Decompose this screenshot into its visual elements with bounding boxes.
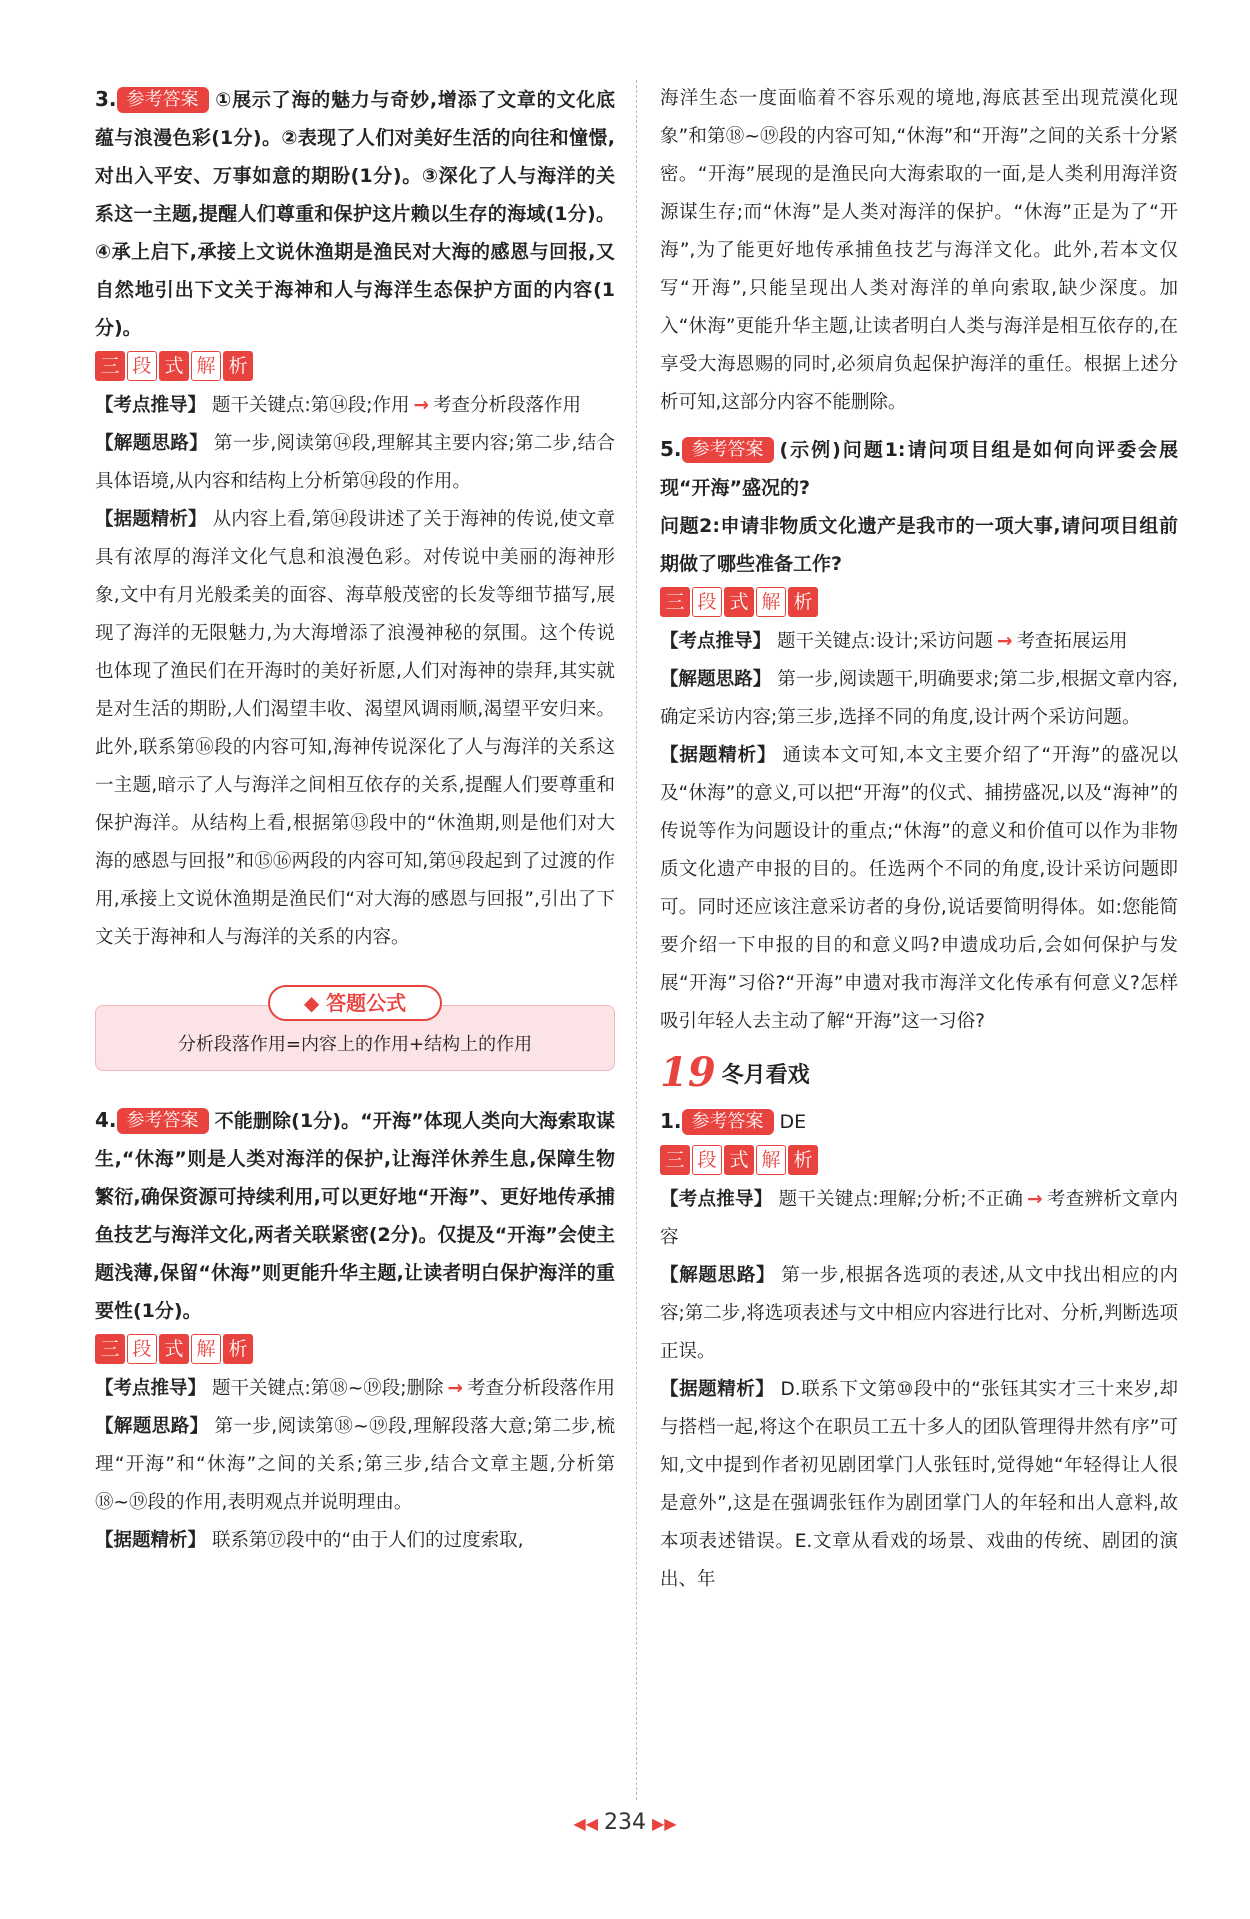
kaodian-keypoints: 题干关键点:第⑱~⑲段;删除 xyxy=(212,1378,444,1399)
analysis-char: 三 xyxy=(660,1145,690,1175)
jingxi-label: 【据题精析】 xyxy=(660,1379,775,1400)
silu-label: 【解题思路】 xyxy=(95,433,208,454)
q5-number: 5. xyxy=(660,437,682,461)
jingxi-text: 联系第⑰段中的“由于人们的过度索取, xyxy=(212,1530,524,1551)
analysis-char: 三 xyxy=(660,587,690,617)
q4-answer-text: 不能删除(1分)。“开海”体现人类向大海索取谋生,“休海”则是人类对海洋的保护,让海洋休养生息,保障生物繁衍,确保资源可持续利用,可以更好地“开海”、更好地传承捕鱼技艺与海洋文化,两者关联紧密(2分)。仅提及“开海”会使主题浅薄,保留“休海”则更能升华主题,让读者明白保护海洋的重要性(1分)。 xyxy=(95,1110,615,1322)
right-column xyxy=(660,80,1178,1599)
column-divider xyxy=(636,80,637,1800)
analysis-char: 段 xyxy=(692,1145,722,1175)
q5-silu xyxy=(660,661,1178,737)
analysis-label xyxy=(95,1334,255,1364)
analysis-char: 解 xyxy=(191,1334,221,1364)
analysis-label xyxy=(95,351,255,381)
silu-text: 第一步,阅读第⑱~⑲段,理解段落大意;第二步,梳理“开海”和“休海”之间的关系;第三步,结合文章主题,分析第⑱~⑲段的作用,表明观点并说明理由。 xyxy=(95,1416,615,1513)
s19-q1-answer xyxy=(660,1102,1178,1141)
answer-formula xyxy=(95,985,615,1071)
answer-badge: 参考答案 xyxy=(117,1108,209,1134)
kaodian-target: 考查分析段落作用 xyxy=(467,1378,616,1399)
analysis-char: 式 xyxy=(159,1334,189,1364)
q4-kaodian xyxy=(95,1370,615,1408)
silu-label: 【解题思路】 xyxy=(95,1416,209,1437)
q3-number: 3. xyxy=(95,87,117,111)
page-number xyxy=(0,1810,1250,1835)
jingxi-text: D.联系下文第⑩段中的“张钰其实才三十来岁,却与搭档一起,将这个在职员工五十多人的团队管理得井然有序”可知,文中提到作者初见剧团掌门人张钰时,觉得她“年轻得让人很是意外”,这是在强调张钰作为剧团掌门人的年轻和出人意料,故本项表述错误。E.文章从看戏的场景、戏曲的传统、剧团的演出、年 xyxy=(660,1379,1178,1590)
analysis-char: 式 xyxy=(724,1145,754,1175)
formula-text: 分析段落作用=内容上的作用+结构上的作用 xyxy=(95,1005,615,1071)
answer-badge: 参考答案 xyxy=(117,87,209,113)
page-number-text: 234 xyxy=(604,1810,646,1835)
analysis-label xyxy=(660,587,820,617)
q4-jingxi xyxy=(95,1522,615,1560)
arrow-icon: → xyxy=(413,395,429,416)
q3-answer xyxy=(95,80,615,347)
analysis-char: 三 xyxy=(95,1334,125,1364)
jingxi-label: 【据题精析】 xyxy=(660,745,777,766)
q3-kaodian xyxy=(95,387,615,425)
kaodian-target: 考查分析段落作用 xyxy=(433,395,582,416)
analysis-char: 段 xyxy=(127,1334,157,1364)
jingxi-label: 【据题精析】 xyxy=(95,509,207,530)
analysis-char: 析 xyxy=(788,1145,818,1175)
kaodian-label: 【考点推导】 xyxy=(95,395,207,416)
kaodian-keypoints: 题干关键点:第⑭段;作用 xyxy=(212,395,410,416)
q4-answer xyxy=(95,1101,615,1330)
section-number: 19 xyxy=(660,1049,716,1096)
kaodian-keypoints: 题干关键点:设计;采访问题 xyxy=(777,631,993,652)
analysis-label xyxy=(660,1145,820,1175)
kaodian-label: 【考点推导】 xyxy=(660,631,772,652)
analysis-char: 解 xyxy=(756,587,786,617)
analysis-char: 段 xyxy=(692,587,722,617)
q5-question-2: 问题2:申请非物质文化遗产是我市的一项大事,请问项目组前期做了哪些准备工作? xyxy=(660,515,1178,575)
silu-text: 第一步,阅读题干,明确要求;第二步,根据文章内容,确定采访内容;第三步,选择不同的角度,设计两个采访问题。 xyxy=(660,669,1178,728)
s19-q1-jingxi xyxy=(660,1371,1178,1599)
s19-q1-silu xyxy=(660,1257,1178,1371)
chevron-right-icon: ▶▶ xyxy=(652,1814,677,1833)
analysis-char: 式 xyxy=(159,351,189,381)
analysis-char: 解 xyxy=(191,351,221,381)
silu-text: 第一步,根据各选项的表述,从文中找出相应的内容;第二步,将选项表述与文中相应内容进行比对、分析,判断选项正误。 xyxy=(660,1265,1178,1362)
analysis-char: 析 xyxy=(223,1334,253,1364)
kaodian-target: 考查拓展运用 xyxy=(1016,631,1128,652)
analysis-char: 三 xyxy=(95,351,125,381)
q4-silu xyxy=(95,1408,615,1522)
q5-jingxi xyxy=(660,737,1178,1041)
analysis-char: 段 xyxy=(127,351,157,381)
jingxi-text: 通读本文可知,本文主要介绍了“开海”的盛况以及“休海”的意义,可以把“开海”的仪式、捕捞盛况,以及“海神”的传说等作为问题设计的重点;“休海”的意义和价值可以作为非物质文化遗产申报的目的。任选两个不同的角度,设计采访问题即可。同时还应该注意采访者的身份,说话要简明得体。如:您能简要介绍一下申报的目的和意义吗?申遗成功后,会如何保护与发展“开海”习俗?“开海”申遗对我市海洋文化传承有何意义?怎样吸引年轻人去主动了解“开海”这一习俗? xyxy=(660,745,1178,1032)
q3-answer-text: ①展示了海的魅力与奇妙,增添了文章的文化底蕴与浪漫色彩(1分)。②表现了人们对美好生活的向往和憧憬,对出入平安、万事如意的期盼(1分)。③深化了人与海洋的关系这一主题,提醒人们尊重和保护这片赖以生存的海域(1分)。④承上启下,承接上文说休渔期是渔民对大海的感恩与回报,又自然地引出下文关于海神和人与海洋生态保护方面的内容(1分)。 xyxy=(95,89,615,339)
s19-q1-answer-text: DE xyxy=(779,1111,807,1133)
answer-badge: 参考答案 xyxy=(682,1109,774,1135)
q5-question-1: 问题1:请问项目组是如何向评委会展现“开海”盛况的? xyxy=(660,439,1178,499)
analysis-char: 解 xyxy=(756,1145,786,1175)
jingxi-text: 从内容上看,第⑭段讲述了关于海神的传说,使文章具有浓厚的海洋文化气息和浪漫色彩。对传说中美丽的海神形象,文中有月光般柔美的面容、海草般茂密的长发等细节描写,展现了海洋的无限魅力,为大海增添了浪漫神秘的氛围。这个传说也体现了渔民们在开海时的美好祈愿,人们对海神的崇拜,其实就是对生活的期盼,人们渴望丰收、渴望风调雨顺,渴望平安归来。此外,联系第⑯段的内容可知,海神传说深化了人与海洋的关系这一主题,暗示了人与海洋之间相互依存的关系,提醒人们要尊重和保护海洋。从结构上看,根据第⑬段中的“休渔期,则是他们对大海的感恩与回报”和⑮⑯两段的内容可知,第⑭段起到了过渡的作用,承接上文说休渔期是渔民们“对大海的感恩与回报”,引出了下文关于海神和人与海洋的关系的内容。 xyxy=(95,509,615,948)
arrow-icon: → xyxy=(1027,1189,1043,1210)
kaodian-label: 【考点推导】 xyxy=(660,1189,773,1210)
q4-jingxi-continued: 海洋生态一度面临着不容乐观的境地,海底甚至出现荒漠化现象”和第⑱~⑲段的内容可知,“休海”和“开海”之间的关系十分紧密。“开海”展现的是渔民向大海索取的一面,是人类利用海洋资源谋生存;而“休海”是人类对海洋的保护。“休海”正是为了“开海”,为了能更好地传承捕鱼技艺与海洋文化。此外,若本文仅写“开海”,只能呈现出人类对海洋的单向索取,缺少深度。加入“休海”更能升华主题,让读者明白人类与海洋是相互依存的,在享受大海恩赐的同时,必须肩负起保护海洋的重任。根据上述分析可知,这部分内容不能删除。 xyxy=(660,88,1178,413)
analysis-char: 析 xyxy=(788,587,818,617)
q5-answer xyxy=(660,430,1178,507)
formula-title: ◆ 答题公式 xyxy=(268,985,442,1021)
left-column xyxy=(95,80,615,1560)
q4-number: 4. xyxy=(95,1108,117,1132)
answer-badge: 参考答案 xyxy=(682,437,774,463)
silu-text: 第一步,阅读第⑭段,理解其主要内容;第二步,结合具体语境,从内容和结构上分析第⑭段的作用。 xyxy=(95,433,615,492)
analysis-char: 式 xyxy=(724,587,754,617)
q5-kaodian xyxy=(660,623,1178,661)
arrow-icon: → xyxy=(447,1378,463,1399)
q3-silu xyxy=(95,425,615,501)
q5-answer-lead: (示例) xyxy=(779,439,841,461)
analysis-char: 析 xyxy=(223,351,253,381)
jingxi-label: 【据题精析】 xyxy=(95,1530,207,1551)
kaodian-keypoints: 题干关键点:理解;分析;不正确 xyxy=(778,1189,1024,1210)
section-heading xyxy=(660,1049,1178,1096)
chevron-left-icon: ◀◀ xyxy=(573,1814,598,1833)
kaodian-target: 考查辨析文章内容 xyxy=(660,1189,1178,1248)
s19-q1-kaodian xyxy=(660,1181,1178,1257)
q3-jingxi xyxy=(95,501,615,957)
silu-label: 【解题思路】 xyxy=(660,669,772,690)
s19-q1-number: 1. xyxy=(660,1109,682,1133)
silu-label: 【解题思路】 xyxy=(660,1265,776,1286)
arrow-icon: → xyxy=(996,631,1013,652)
kaodian-label: 【考点推导】 xyxy=(95,1378,207,1399)
section-title: 冬月看戏 xyxy=(721,1063,810,1088)
